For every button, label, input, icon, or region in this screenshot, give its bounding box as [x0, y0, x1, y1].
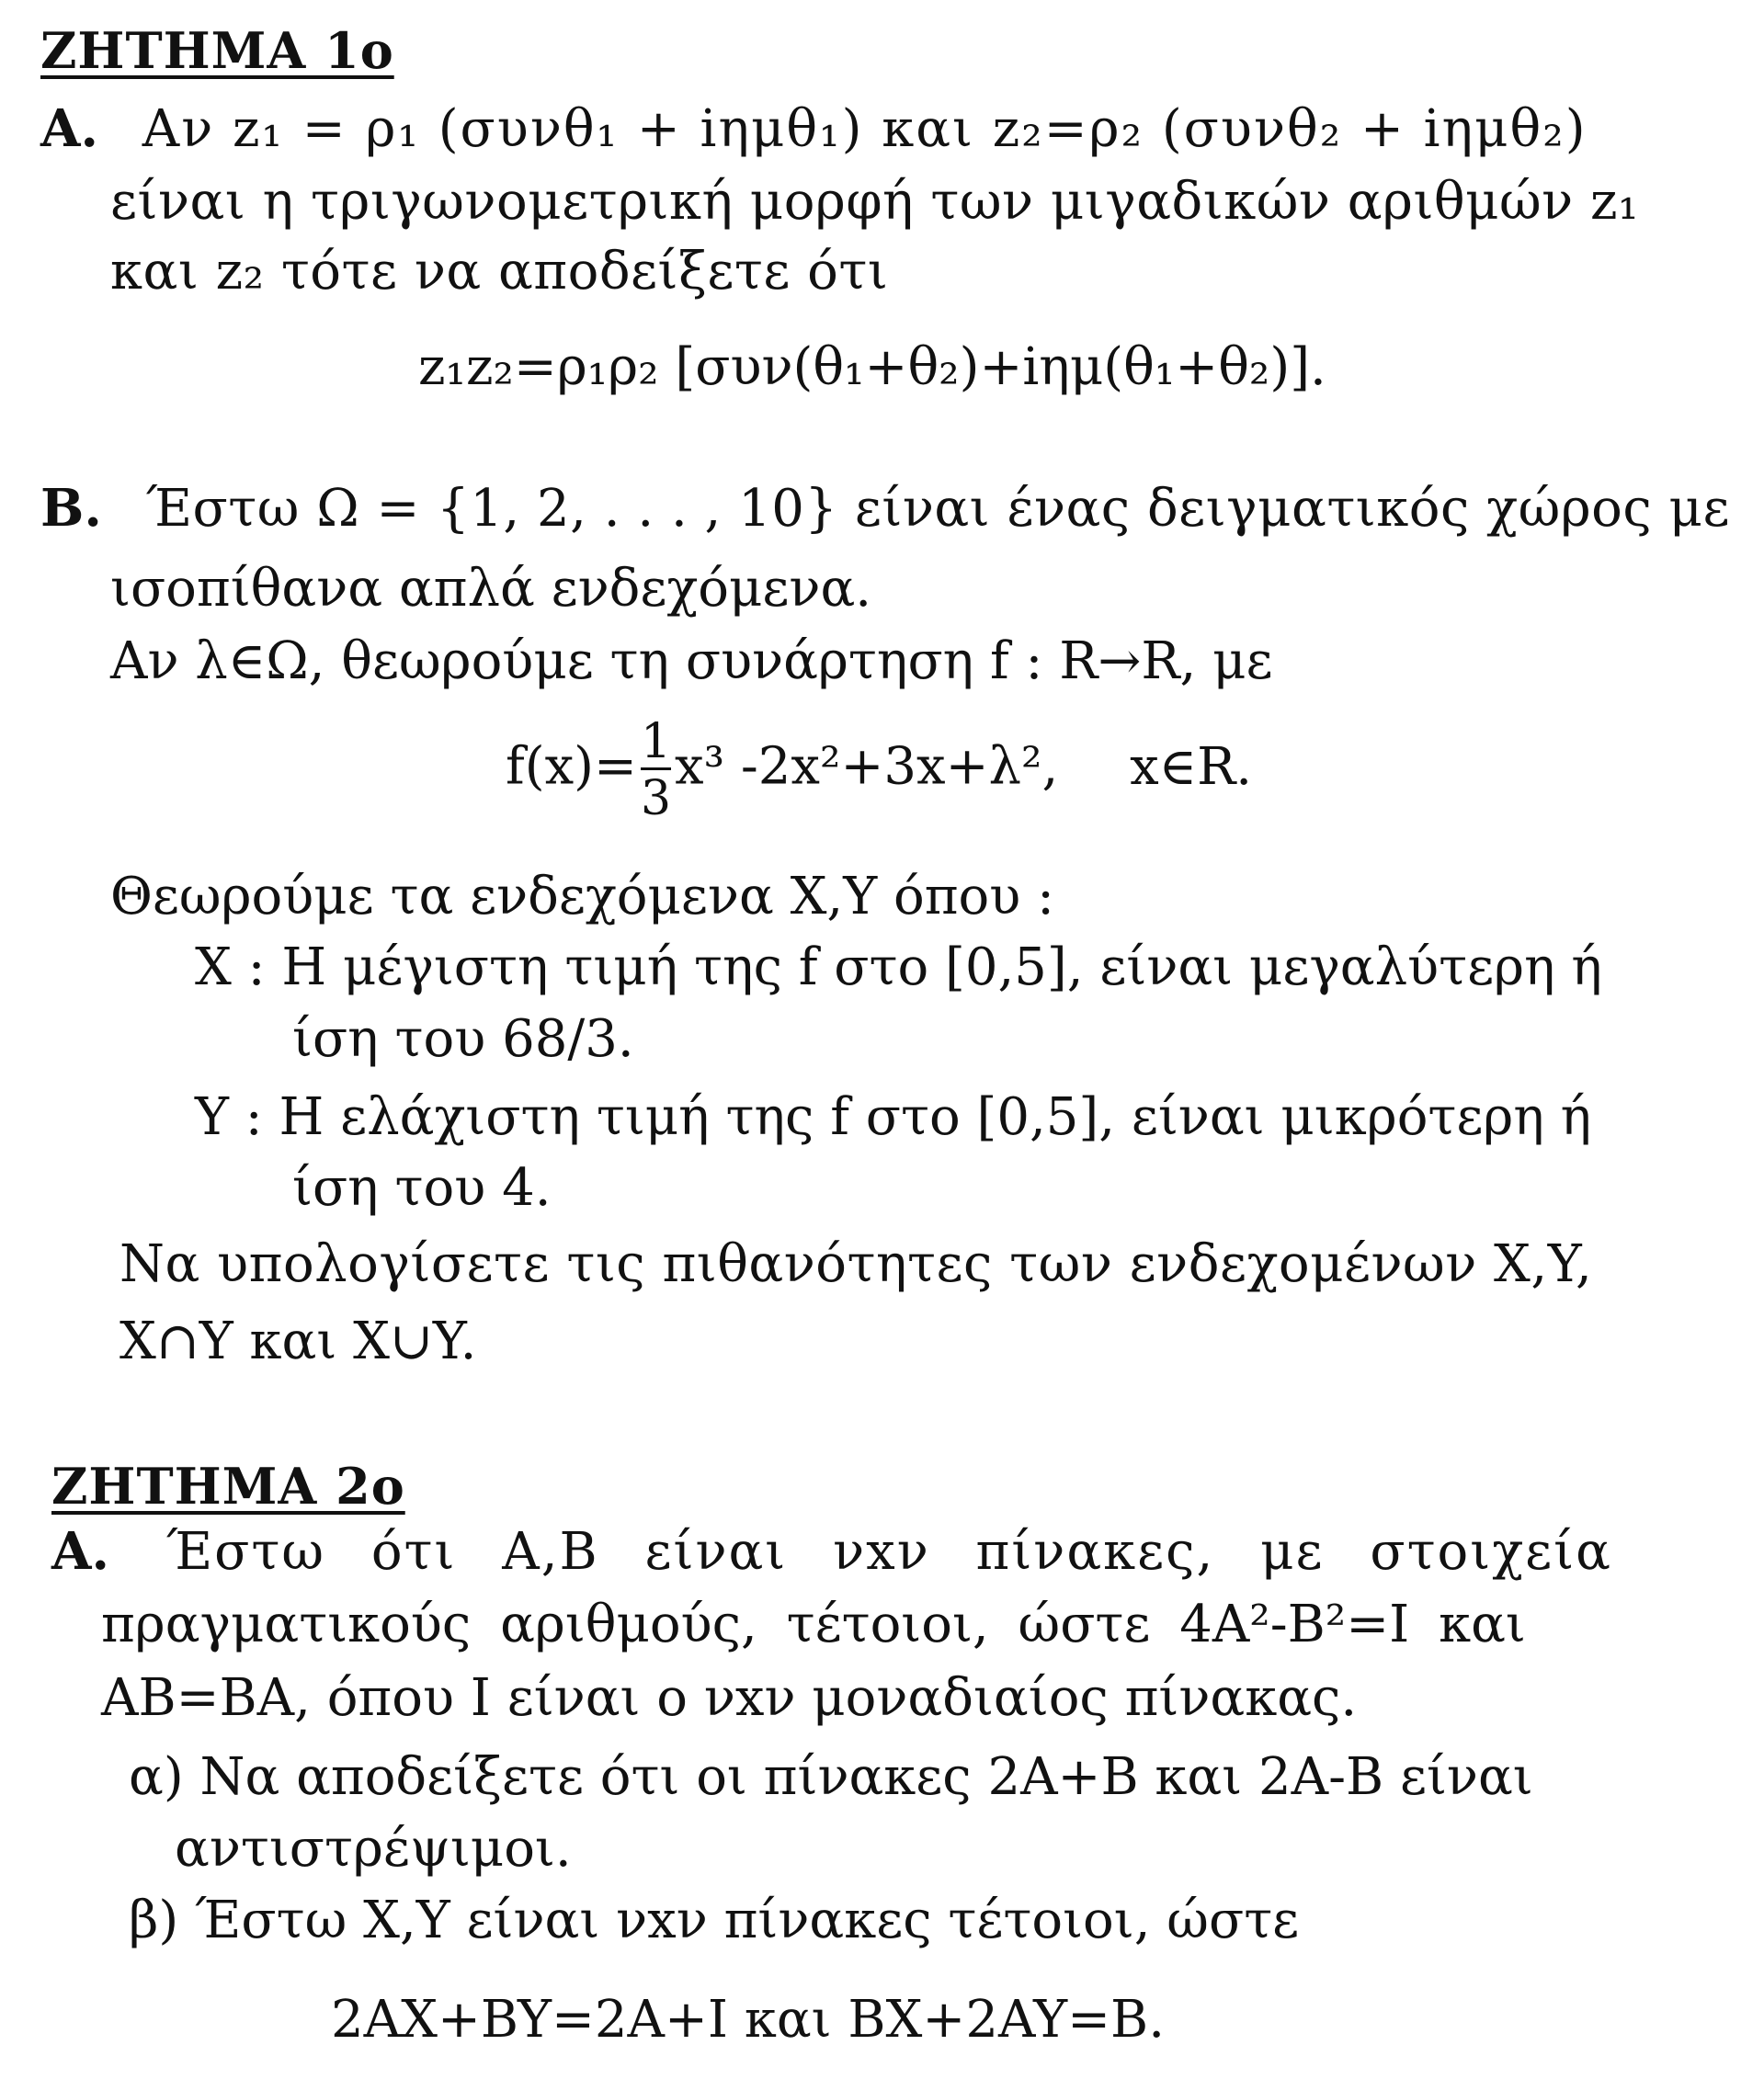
formula-domain: x∈R.: [1130, 736, 1253, 797]
fraction-denominator: 3: [641, 767, 671, 824]
issue1-eventX-line1: X : Η μέγιστη τιμή της f στο [0,5], είναι μεγαλύτερη ή: [195, 937, 1602, 997]
issue2-heading: ΖΗΤΗΜΑ 2ο: [51, 1457, 405, 1516]
issue1-partA-line3: και z₂ τότε να αποδείξετε ότι: [110, 242, 889, 301]
formula-rhs: x³ -2x²+3x+λ²,: [675, 736, 1059, 797]
issue1-partB-line6: X∩Y και X∪Y.: [119, 1312, 477, 1371]
issue1-heading: ΖΗΤΗΜΑ 1ο: [40, 21, 394, 80]
issue2-alpha-line1: α) Να αποδείξετε ότι οι πίνακες 2A+B και 2A-B είναι: [129, 1747, 1533, 1807]
issue2-partA-line1: [51, 1521, 1612, 1582]
issue1-partB-line1: [40, 478, 1730, 539]
formula-lhs: f(x)=: [506, 736, 637, 797]
issue1-partB-line2: ισοπίθανα απλά ενδεχόμενα.: [110, 559, 872, 619]
issue1-partB-text1: Έστω Ω = {1, 2, . . . , 10} είναι ένας δειγματικός χώρος με: [145, 479, 1730, 539]
issue1-partB-line4: Θεωρούμε τα ενδεχόμενα X,Y όπου :: [110, 867, 1054, 926]
issue1-partA-text1: Αν z₁ = ρ₁ (συνθ₁ + iημθ₁) και z₂=ρ₂ (συνθ₂ + iημθ₂): [142, 99, 1588, 159]
issue1-eventX-line2: ίση του 68/3.: [292, 1009, 634, 1069]
fraction-one-third: [640, 714, 672, 826]
issue1-partA-formula: z₁z₂=ρ₁ρ₂ [συν(θ₁+θ₂)+iημ(θ₁+θ₂)].: [418, 337, 1326, 397]
issue1-eventY-line2: ίση του 4.: [292, 1158, 552, 1218]
issue2-partA-text1: Έστω ότι A,B είναι νxν πίνακες, με στοιχεία: [165, 1522, 1612, 1582]
issue1-partB-line3: Αν λ∈Ω, θεωρούμε τη συνάρτηση f : R→R, με: [110, 631, 1273, 691]
issue1-eventY-line1: Y : Η ελάχιστη τιμή της f στο [0,5], είναι μικρότερη ή: [195, 1087, 1592, 1147]
issue2-alpha-line2: αντιστρέψιμοι.: [175, 1819, 572, 1879]
issue1-partA-line1: [40, 98, 1588, 159]
issue1-partB-label: Β.: [40, 478, 102, 539]
issue2-beta-line1: β) Έστω X,Y είναι νxν πίνακες τέτοιοι, ώστε: [129, 1891, 1300, 1950]
issue2-partA-label: Α.: [51, 1521, 109, 1582]
issue1-partA-line2: είναι η τριγωνομετρική μορφή των μιγαδικών αριθμών z₁: [110, 172, 1639, 232]
fraction-numerator: 1: [640, 714, 672, 769]
issue1-partA-label: Α.: [40, 98, 98, 159]
issue2-formula: 2AX+BY=2A+I και BX+2AY=B.: [331, 1990, 1165, 2050]
issue2-partA-line3: AB=BA, όπου I είναι ο νxν μοναδιαίος πίνακας.: [101, 1668, 1358, 1728]
issue1-partB-line5: Να υπολογίσετε τις πιθανότητες των ενδεχομένων X,Y,: [119, 1234, 1593, 1294]
issue1-partB-formula: [506, 714, 1253, 826]
issue2-partA-line2: πραγματικούς αριθμούς, τέτοιοι, ώστε 4A²-B²=I και: [101, 1595, 1526, 1654]
